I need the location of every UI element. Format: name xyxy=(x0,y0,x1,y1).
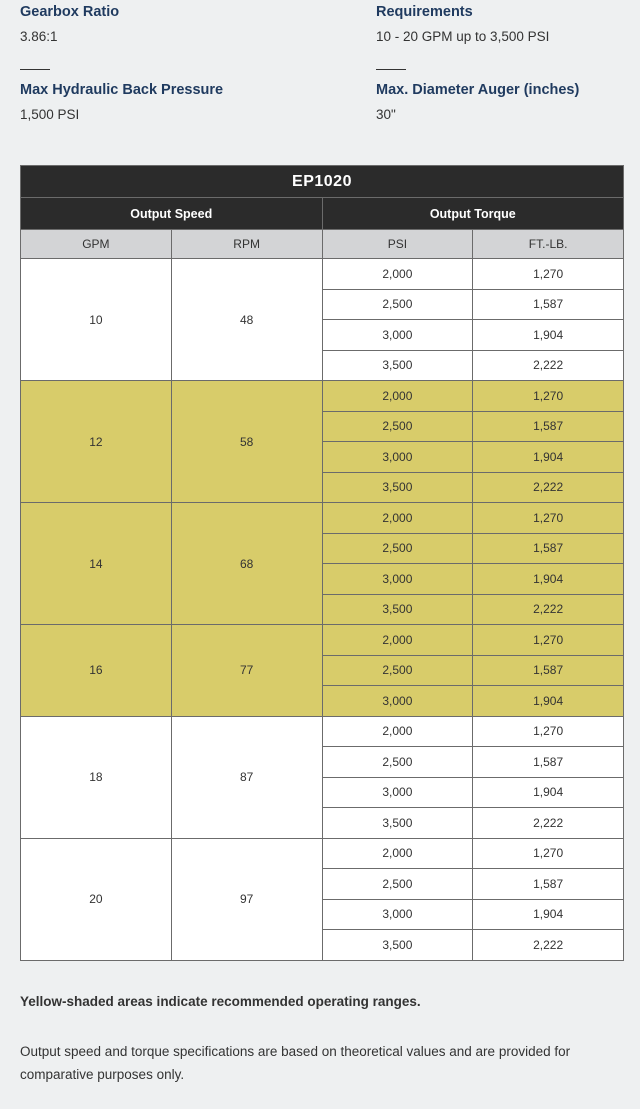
cell-rpm: 48 xyxy=(171,259,322,381)
cell-ftlb: 2,222 xyxy=(473,472,624,503)
table-row xyxy=(21,625,624,656)
cell-rpm: 58 xyxy=(171,381,322,503)
cell-ftlb: 1,587 xyxy=(473,747,624,778)
cell-psi: 3,000 xyxy=(322,442,473,473)
spec-value: 10 - 20 GPM up to 3,500 PSI xyxy=(376,29,550,44)
cell-ftlb: 1,587 xyxy=(473,655,624,686)
cell-ftlb: 1,270 xyxy=(473,625,624,656)
cell-ftlb: 1,587 xyxy=(473,289,624,320)
table-row xyxy=(21,381,624,412)
cell-ftlb: 1,270 xyxy=(473,503,624,534)
cell-ftlb: 1,904 xyxy=(473,564,624,595)
cell-gpm: 18 xyxy=(21,716,172,838)
group-header-output-speed: Output Speed xyxy=(21,198,323,230)
cell-psi: 3,500 xyxy=(322,930,473,961)
cell-gpm: 12 xyxy=(21,381,172,503)
cell-psi: 3,000 xyxy=(322,320,473,351)
cell-ftlb: 1,270 xyxy=(473,259,624,290)
cell-rpm: 68 xyxy=(171,503,322,625)
cell-rpm: 77 xyxy=(171,625,322,717)
column-header-gpm: GPM xyxy=(21,230,172,259)
spec-requirements xyxy=(376,2,640,46)
cell-ftlb: 1,587 xyxy=(473,869,624,900)
cell-ftlb: 1,904 xyxy=(473,320,624,351)
spec-label: Requirements xyxy=(376,4,473,20)
cell-psi: 2,000 xyxy=(322,838,473,869)
cell-ftlb: 1,270 xyxy=(473,716,624,747)
cell-ftlb: 2,222 xyxy=(473,594,624,625)
divider xyxy=(20,69,50,70)
cell-ftlb: 1,904 xyxy=(473,442,624,473)
cell-psi: 3,500 xyxy=(322,808,473,839)
table-row xyxy=(21,503,624,534)
cell-ftlb: 1,270 xyxy=(473,838,624,869)
cell-rpm: 87 xyxy=(171,716,322,838)
cell-gpm: 20 xyxy=(21,838,172,960)
column-header-ftlb: FT.-LB. xyxy=(473,230,624,259)
performance-table xyxy=(20,165,624,961)
cell-ftlb: 1,904 xyxy=(473,777,624,808)
table-title: EP1020 xyxy=(21,166,624,198)
cell-gpm: 10 xyxy=(21,259,172,381)
cell-psi: 2,000 xyxy=(322,716,473,747)
cell-ftlb: 1,270 xyxy=(473,381,624,412)
cell-psi: 3,500 xyxy=(322,594,473,625)
cell-psi: 2,500 xyxy=(322,747,473,778)
table-body xyxy=(21,259,624,961)
spec-label: Gearbox Ratio xyxy=(20,4,120,20)
cell-ftlb: 2,222 xyxy=(473,930,624,961)
cell-ftlb: 1,904 xyxy=(473,899,624,930)
table-row xyxy=(21,259,624,290)
cell-gpm: 16 xyxy=(21,625,172,717)
spec-value: 3.86:1 xyxy=(20,29,58,44)
cell-ftlb: 2,222 xyxy=(473,350,624,381)
cell-psi: 3,000 xyxy=(322,564,473,595)
cell-psi: 2,000 xyxy=(322,503,473,534)
cell-psi: 3,500 xyxy=(322,350,473,381)
cell-psi: 2,500 xyxy=(322,411,473,442)
cell-psi: 3,000 xyxy=(322,777,473,808)
cell-psi: 2,500 xyxy=(322,655,473,686)
cell-ftlb: 1,587 xyxy=(473,533,624,564)
cell-psi: 3,500 xyxy=(322,472,473,503)
spec-max-back-pressure xyxy=(20,69,320,124)
spec-label: Max. Diameter Auger (inches) xyxy=(376,82,580,98)
cell-rpm: 97 xyxy=(171,838,322,960)
table-row xyxy=(21,838,624,869)
cell-gpm: 14 xyxy=(21,503,172,625)
cell-psi: 3,000 xyxy=(322,899,473,930)
cell-psi: 3,000 xyxy=(322,686,473,717)
cell-ftlb: 2,222 xyxy=(473,808,624,839)
cell-psi: 2,000 xyxy=(322,381,473,412)
column-header-rpm: RPM xyxy=(171,230,322,259)
highlight-note: Yellow-shaded areas indicate recommended operating ranges. xyxy=(20,994,421,1009)
cell-psi: 2,000 xyxy=(322,259,473,290)
spec-label: Max Hydraulic Back Pressure xyxy=(20,82,224,98)
disclaimer-note: Output speed and torque specifications are based on theoretical values and are provided for comparative purposes only. xyxy=(20,1044,571,1082)
spec-value: 30" xyxy=(376,107,396,122)
group-header-output-torque: Output Torque xyxy=(322,198,624,230)
cell-ftlb: 1,587 xyxy=(473,411,624,442)
cell-psi: 2,000 xyxy=(322,625,473,656)
table-row xyxy=(21,716,624,747)
spec-max-auger-diameter xyxy=(376,69,640,124)
cell-ftlb: 1,904 xyxy=(473,686,624,717)
column-header-psi: PSI xyxy=(322,230,473,259)
divider xyxy=(376,69,406,70)
cell-psi: 2,500 xyxy=(322,533,473,564)
spec-value: 1,500 PSI xyxy=(20,107,80,122)
cell-psi: 2,500 xyxy=(322,289,473,320)
cell-psi: 2,500 xyxy=(322,869,473,900)
spec-gearbox-ratio xyxy=(20,2,320,46)
